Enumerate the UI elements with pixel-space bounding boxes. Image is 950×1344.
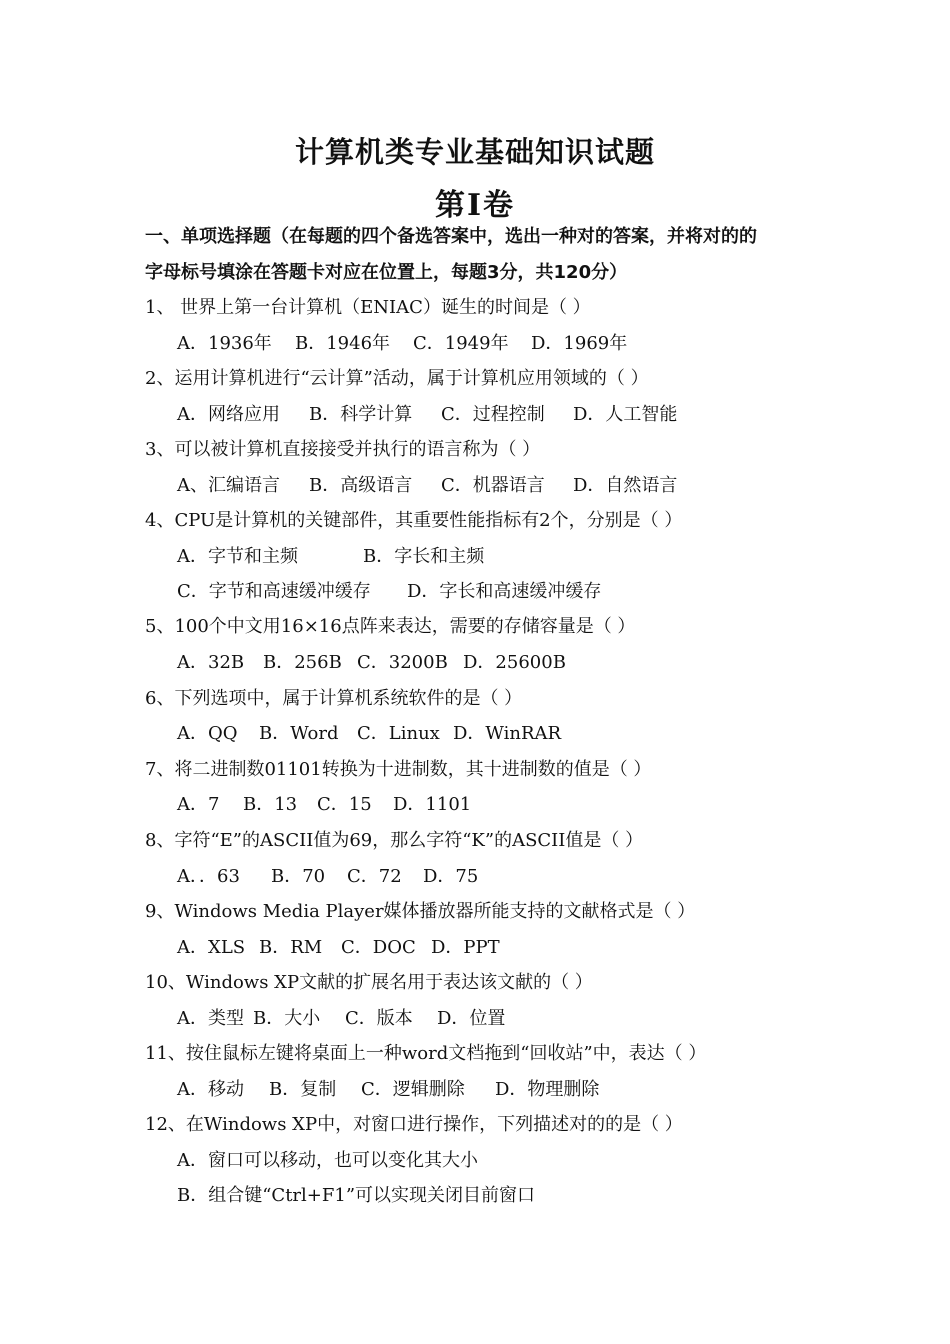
question-8-options (177, 864, 478, 890)
option-d: D．1969年 (531, 333, 628, 354)
option-d: D．1101 (393, 794, 472, 815)
question-8: 8、字符“E”的ASCII值为69，那么字符“K”的ASCII值是（ ） (145, 830, 644, 851)
question-7-options (177, 792, 471, 818)
option-c: C．DOC (341, 937, 416, 958)
option-a: A．QQ (177, 723, 238, 744)
option-b: B．复制 (269, 1079, 337, 1100)
option-a: A．7 (177, 794, 220, 815)
question-10-options (177, 1006, 505, 1032)
question-4-options-row-1 (177, 544, 484, 570)
option-a: A．1936年 (177, 333, 272, 354)
option-d: D．WinRAR (453, 723, 562, 744)
option-d: D．位置 (437, 1008, 506, 1029)
question-9-options (177, 935, 500, 961)
question-12-option-b: B．组合键“Ctrl+F1”可以实现关闭目前窗口 (177, 1185, 536, 1206)
section-heading-line-2: 字母标号填涂在答题卡对应在位置上，每题3分，共120分） (145, 262, 628, 283)
option-c: C．1949年 (413, 333, 509, 354)
question-9: 9、Windows Media Player媒体播放器所能支持的文献格式是（ ） (145, 901, 696, 922)
option-b: B．高级语言 (309, 475, 413, 496)
option-b: B．Word (259, 723, 339, 744)
question-6-options (177, 721, 561, 747)
option-b: B．科学计算 (309, 404, 413, 425)
option-c: C．Linux (357, 723, 440, 744)
option-d: D．PPT (431, 937, 500, 958)
option-d: D．字长和高速缓冲缓存 (407, 581, 602, 602)
option-a: A．．63 (177, 866, 240, 887)
option-c: C．15 (317, 794, 372, 815)
question-3-options (177, 473, 677, 499)
option-b: B．字长和主频 (363, 546, 485, 567)
document-title: 计算机类专业基础知识试题 (294, 135, 655, 169)
option-a: A．网络应用 (177, 404, 280, 425)
option-b: B．256B (263, 652, 342, 673)
question-11-options (177, 1077, 599, 1103)
option-a: A．XLS (177, 937, 246, 958)
option-d: D．75 (423, 866, 479, 887)
volume-title: 第Ⅰ卷 (434, 188, 516, 223)
question-2: 2、运用计算机进行“云计算”活动，属于计算机应用领域的（ ） (145, 368, 649, 389)
option-c: C．版本 (345, 1008, 413, 1029)
question-12-option-a: A．窗口可以移动，也可以变化其大小 (177, 1150, 478, 1171)
question-6: 6、下列选项中，属于计算机系统软件的是（ ） (145, 688, 523, 709)
option-b: B．13 (243, 794, 298, 815)
question-4: 4、CPU是计算机的关键部件，其重要性能指标有2个，分别是（ ） (145, 510, 683, 531)
option-c: C．72 (347, 866, 402, 887)
option-a: A．移动 (177, 1079, 244, 1100)
option-c: C．3200B (357, 652, 448, 673)
option-a: A．字节和主频 (177, 546, 298, 567)
question-11: 11、按住鼠标左键将桌面上一种word文档拖到“回收站”中，表达（ ） (145, 1043, 707, 1064)
option-d: D．人工智能 (573, 404, 678, 425)
section-heading-line-1: 一、单项选择题（在每题的四个备选答案中，选出一种对的答案，并将对的的 (145, 226, 757, 247)
question-12: 12、在Windows XP中，对窗口进行操作，下列描述对的的是（ ） (145, 1114, 683, 1135)
question-1: 1、 世界上第一台计算机（ENIAC）诞生的时间是（ ） (145, 297, 591, 318)
option-a: A．类型 (177, 1008, 244, 1029)
question-7: 7、将二进制数01101转换为十进制数，其十进制数的值是（ ） (145, 759, 652, 780)
option-d: D．25600B (463, 652, 566, 673)
option-a: A．32B (177, 652, 245, 673)
option-d: D．自然语言 (573, 475, 678, 496)
option-b: B．大小 (253, 1008, 321, 1029)
option-b: B．RM (259, 937, 323, 958)
question-5: 5、100个中文用16×16点阵来表达，需要的存储容量是（ ） (145, 616, 636, 637)
option-c: C．过程控制 (441, 404, 545, 425)
option-a: A、汇编语言 (177, 475, 280, 496)
question-1-options (177, 331, 627, 357)
option-b: B．1946年 (295, 333, 391, 354)
option-b: B．70 (271, 866, 326, 887)
option-c: C．机器语言 (441, 475, 545, 496)
question-10: 10、Windows XP文献的扩展名用于表达该文献的（ ） (145, 972, 593, 993)
question-5-options (177, 650, 566, 676)
option-c: C．字节和高速缓冲缓存 (177, 581, 371, 602)
option-d: D．物理删除 (495, 1079, 600, 1100)
question-4-options-row-2 (177, 579, 601, 605)
option-c: C．逻辑删除 (361, 1079, 465, 1100)
question-3: 3、可以被计算机直接接受并执行的语言称为（ ） (145, 439, 541, 460)
question-2-options (177, 402, 677, 428)
